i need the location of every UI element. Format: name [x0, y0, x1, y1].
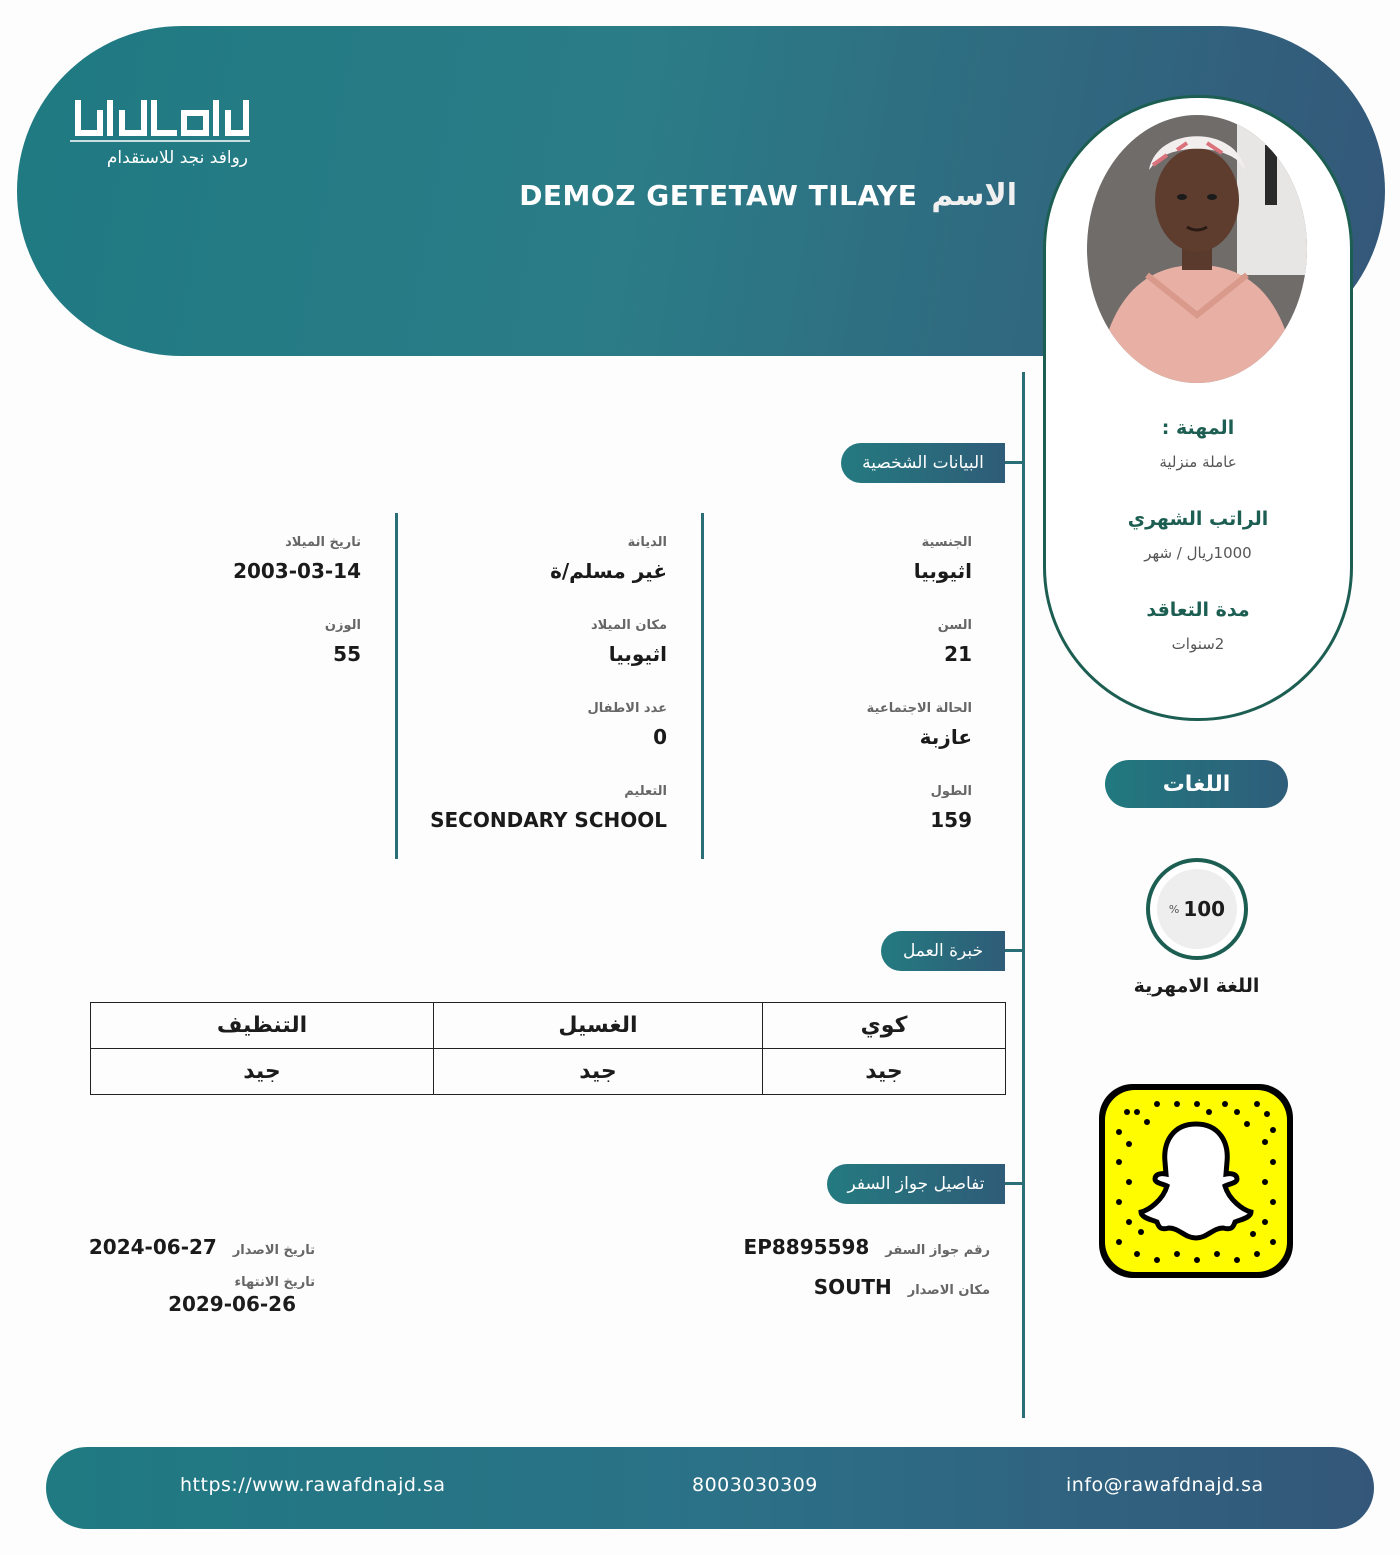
weight-label: الوزن [324, 618, 361, 633]
weight-value: 55 [333, 642, 361, 666]
name-value: DEMOZ GETETAW TILAYE [519, 179, 918, 212]
table-row [91, 1049, 1006, 1095]
timeline-line [1022, 372, 1025, 1418]
column-separator [395, 513, 398, 859]
experience-section-title: خبرة العمل [881, 931, 1005, 971]
language-name: اللغة الامهرية [1133, 975, 1260, 997]
table-cell: جيد [434, 1049, 763, 1095]
passport-issue-value: 2024-06-27 [88, 1235, 217, 1259]
birthplace-value: اثيوبيا [608, 642, 667, 666]
passport-issue-field [89, 1235, 315, 1259]
height-value: 159 [930, 808, 972, 832]
education-value: SECONDARY SCHOOL [430, 808, 667, 832]
profession-block [1046, 417, 1350, 471]
passport-expiry-value: 2029-06-26 [168, 1292, 296, 1316]
nationality-value: اثيوبيا [913, 559, 972, 583]
birthdate-field [233, 535, 361, 583]
passport-issue-label: تاريخ الاصدار [232, 1243, 315, 1258]
website-link[interactable]: https://www.rawafdnajd.sa [180, 1474, 446, 1496]
profession-label: المهنة : [1161, 417, 1235, 439]
table-header-row [91, 1003, 1006, 1049]
timeline-tick [1005, 949, 1023, 952]
weight-field [325, 618, 361, 666]
children-field [588, 701, 668, 749]
birthplace-field [591, 618, 667, 666]
column-separator [701, 513, 704, 859]
age-label: السن [937, 618, 972, 633]
salary-value: 1000ريال / شهر [1144, 544, 1252, 562]
languages-title: اللغات [1105, 760, 1288, 808]
passport-place-value: SOUTH [813, 1275, 892, 1299]
contract-value: 2سنوات [1171, 635, 1225, 653]
religion-field [550, 535, 667, 583]
height-field [930, 784, 972, 832]
passport-expiry-field [168, 1275, 315, 1316]
company-tagline: روافد نجد للاستقدام [106, 148, 248, 168]
age-value: 21 [944, 642, 972, 666]
percent-value: 100 [1183, 897, 1226, 921]
table-cell: جيد [763, 1049, 1006, 1095]
personal-section-title: البيانات الشخصية [841, 443, 1005, 483]
experience-table [90, 1002, 1006, 1095]
timeline-tick [1005, 461, 1023, 464]
profile-photo [1087, 115, 1307, 383]
name-row [519, 178, 1017, 213]
passport-number-value: EP8895598 [743, 1235, 870, 1259]
children-label: عدد الاطفال [587, 701, 667, 716]
religion-value: غير مسلم/ة [550, 559, 667, 583]
education-label: التعليم [624, 784, 667, 799]
table-header-cell: التنظيف [91, 1003, 434, 1049]
age-field [938, 618, 972, 666]
profession-value: عاملة منزلية [1159, 453, 1237, 471]
contract-label: مدة التعاقد [1146, 599, 1250, 621]
passport-place-label: مكان الاصدار [907, 1283, 990, 1298]
salary-label: الراتب الشهري [1127, 508, 1269, 530]
education-field [430, 784, 667, 832]
percent-unit: % [1168, 902, 1180, 916]
marital-label: الحالة الاجتماعية [866, 701, 972, 716]
name-label: الاسم [931, 178, 1017, 213]
email-link[interactable]: info@rawafdnajd.sa [1066, 1474, 1264, 1496]
marital-value: عازبة [919, 725, 972, 749]
passport-place-field [814, 1275, 990, 1299]
table-cell: جيد [91, 1049, 434, 1095]
nationality-field [914, 535, 972, 583]
passport-section-title: تفاصيل جواز السفر [827, 1164, 1005, 1204]
timeline-tick [1005, 1182, 1023, 1185]
table-header-cell: كوي [763, 1003, 1006, 1049]
contract-block [1046, 599, 1350, 653]
birthplace-label: مكان الميلاد [590, 618, 667, 633]
passport-expiry-label: تاريخ الانتهاء [234, 1275, 315, 1290]
salary-block [1046, 508, 1350, 562]
phone-number[interactable]: 8003030309 [692, 1474, 818, 1496]
language-progress-value [1157, 869, 1237, 949]
height-label: الطول [930, 784, 972, 799]
birthdate-value: 2003-03-14 [233, 559, 361, 583]
nationality-label: الجنسية [921, 535, 972, 550]
table-header-cell: الغسيل [434, 1003, 763, 1049]
marital-field [867, 701, 972, 749]
religion-label: الديانة [627, 535, 667, 550]
birthdate-label: تاريخ الميلاد [285, 535, 361, 550]
snapchat-qr-icon[interactable] [1097, 1082, 1295, 1280]
passport-number-field [744, 1235, 990, 1259]
children-value: 0 [653, 725, 667, 749]
passport-number-label: رقم جواز السفر [885, 1243, 990, 1258]
